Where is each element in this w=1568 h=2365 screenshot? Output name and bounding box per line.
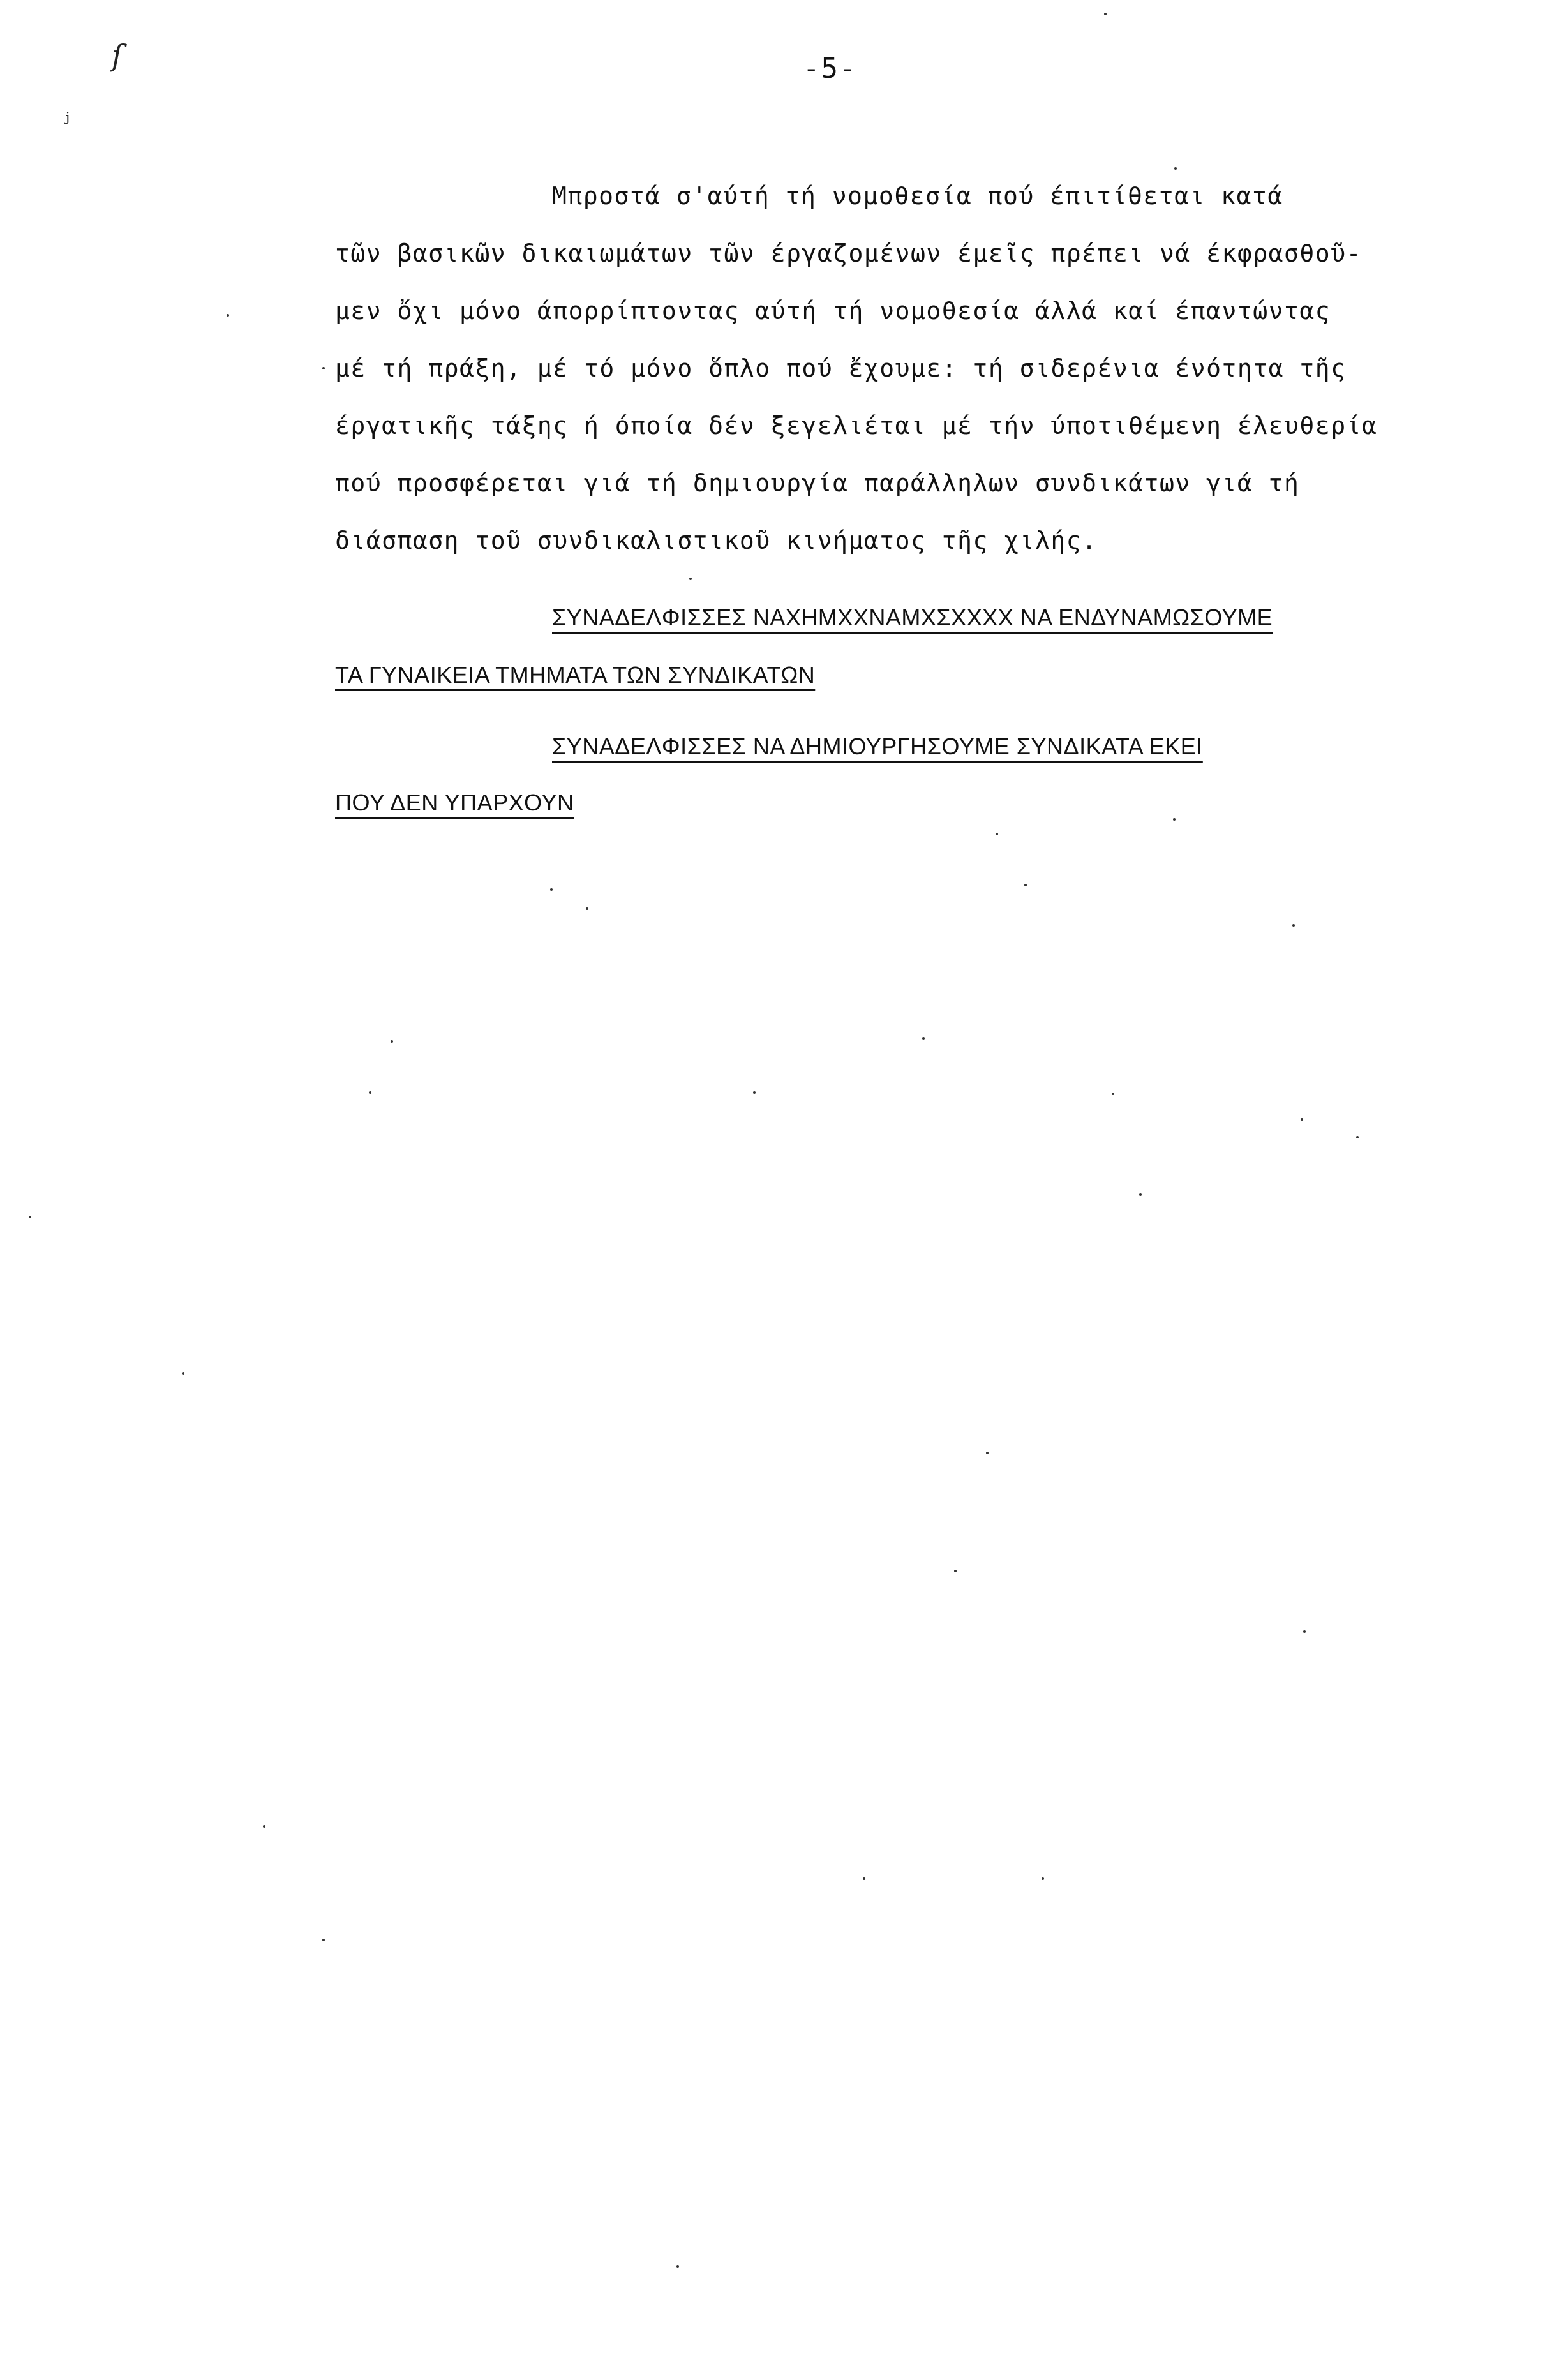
body-line: μεν ὄχι μόνο άπορρίπτοντας αύτή τή νομοθεσία άλλά καί έπαντώντας [335,297,1331,325]
body-line: Μπροστά σ'αύτή τή νομοθεσία πού έπιτίθεται κατά [552,182,1283,210]
body-line: έργατικῆς τάξης ή όποία δέν ξεγελιέται μέ τήν ύποτιθέμενη έλευθερία [335,412,1378,440]
scan-speck [1173,818,1176,821]
scan-speck [1301,1118,1303,1121]
scan-speck [954,1570,957,1572]
scan-speck [182,1372,184,1375]
scan-speck [986,1452,989,1454]
scan-speck [1292,924,1295,927]
scan-speck [1042,1877,1044,1880]
scan-speck [922,1037,925,1040]
scan-speck [322,1939,325,1941]
slogan-line: ΣΥΝΑΔΕΛΦΙΣΣΕΣ ΝΑΧΗΜΧΧΝΑΜΧΣΧΧΧΧ ΝΑ ΕΝΔΥΝΑΜΩΣΟΥΜΕ [552,604,1273,630]
body-line: μέ τή πράξη, μέ τό μόνο ὅπλο πού ἔχουμε: τή σιδερένια ένότητα τῆς [335,354,1347,382]
scan-speck [1139,1193,1142,1196]
scan-speck [1112,1093,1114,1095]
scan-speck [586,907,588,910]
scan-speck [227,314,229,317]
scan-speck [1303,1630,1306,1633]
margin-mark: ʲ [64,108,70,134]
scan-speck [676,2265,679,2268]
page-number: -5- [803,52,858,85]
slogan-line: ΤΑ ΓΥΝΑΙΚΕΙΑ ΤΜΗΜΑΤΑ ΤΩΝ ΣΥΝΔΙΚΑΤΩΝ [335,662,816,688]
slogan-line: ΣΥΝΑΔΕΛΦΙΣΣΕΣ ΝΑ ΔΗΜΙΟΥΡΓΗΣΟΥΜΕ ΣΥΝΔΙΚΑΤΑ ΕΚΕΙ [552,733,1203,759]
scan-speck [391,1040,393,1043]
slogan-line: ΠΟΥ ΔΕΝ ΥΠΑΡΧΟΥΝ [335,789,574,816]
scan-speck [1174,167,1177,170]
scan-speck [29,1216,31,1218]
scan-speck [689,578,692,580]
body-line: πού προσφέρεται γιά τή δημιουργία παράλληλων συνδικάτων γιά τή [335,469,1300,497]
scan-speck [996,833,998,835]
scan-speck [263,1825,265,1828]
scan-speck [863,1877,865,1880]
scan-speck [369,1091,371,1094]
scan-speck [550,888,553,891]
scan-speck [1104,13,1107,15]
body-line: τῶν βασικῶν δικαιωμάτων τῶν έργαζομένων έμεῖς πρέπει νά έκφρασθοῦ- [335,239,1362,267]
scan-speck [753,1091,756,1094]
scan-speck [1024,884,1027,886]
scan-speck [322,367,325,369]
margin-mark: ſ [112,38,123,73]
scan-speck [1356,1136,1359,1138]
body-line: διάσπαση τοῦ συνδικαλιστικοῦ κινήματος τῆς χιλής. [335,526,1098,555]
